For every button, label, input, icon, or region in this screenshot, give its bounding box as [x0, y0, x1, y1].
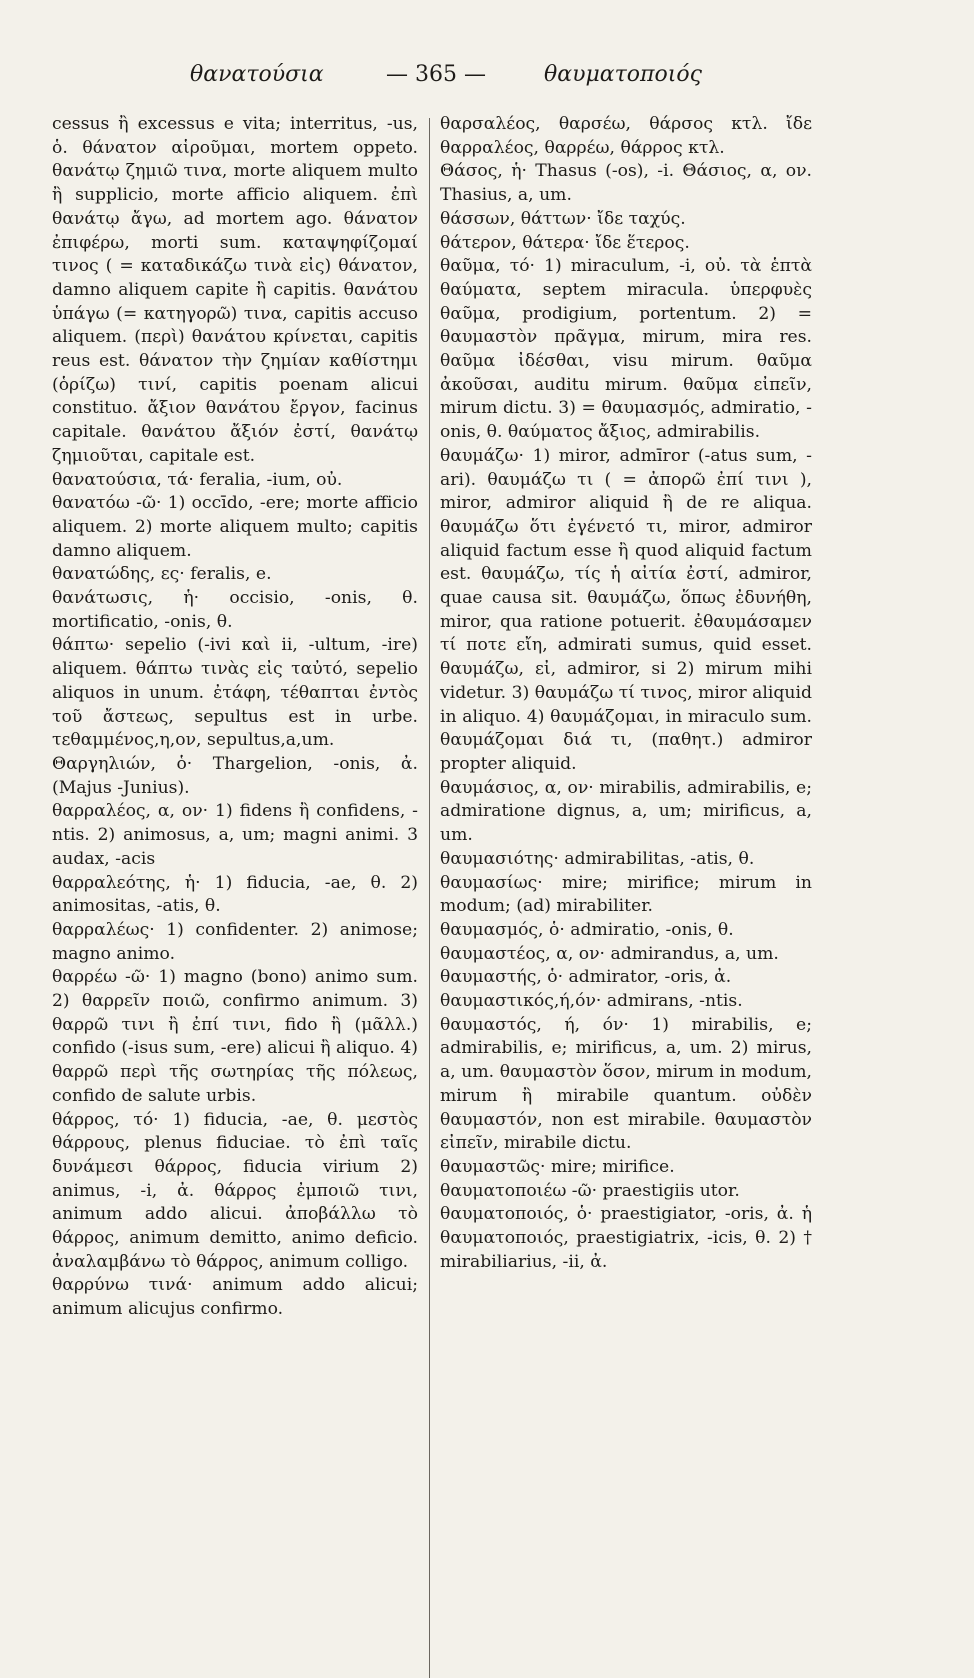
dictionary-entry: θαῦμα, τό· 1) miraculum, -i, οὐ. τὰ ἑπτὰ θαύματα, septem miracula. ὑπερφυὲς θαῦμα, prodigium, portentum. 2) = θαυμαστὸν πρᾶγμα, mirum, mira res. θαῦμα ἰδέσθαι, visu mirum. θαῦμα ἀκοῦσαι, auditu mirum. θαῦμα εἰπεῖν, mirum dictu. 3) = θαυμασμός, admiratio, -onis, θ. θαύματος ἄξιος, admirabilis. — [440, 256, 812, 443]
dictionary-entry: θανάτωσις, ἡ· occisio, -onis, θ. mortificatio, -onis, θ. — [52, 588, 418, 632]
right-running-head: θαυματοποιός — [544, 62, 702, 87]
dictionary-entry: θάρρος, τό· 1) fiducia, -ae, θ. μεστὸς θάρρους, plenus fiduciae. τὸ ἐπὶ ταῖς δυνάμεσι θάρρος, fiducia virium 2) animus, -i, ἀ. θάρρος ἐμποιῶ τινι, animum addo alicui. ἀποβάλλω τὸ θάρρος, animum demitto, animo deficio. ἀναλαμβάνω τὸ θάρρος, animum colligo. — [52, 1109, 418, 1272]
dictionary-entry: θαυμαστῶς· mire; mirifice. — [440, 1156, 675, 1177]
dictionary-entry: θαρραλέως· 1) confidenter. 2) animose; magno animo. — [52, 919, 418, 964]
dictionary-entry: θαυμαστέος, α, ον· admirandus, a, um. — [440, 943, 779, 964]
dictionary-entry: θαυματοποιέω -ῶ· praestigiis utor. — [440, 1180, 740, 1201]
dictionary-entry: cessus ἢ excessus e vita; interritus, -us, ὁ. θάνατον αἱροῦμαι, mortem oppeto. θανάτῳ ζημιῶ τινα, morte aliquem multo ἢ supplicio, morte afficio aliquem. ἐπὶ θανάτῳ ἄγω, ad mortem ago. θάνατον ἐπιφέρω, morti sum. καταψηφίζομαί τινος ( = καταδικάζω τινὰ εἰς) θάνατον, damno aliquem capite ἢ capitis. θανάτου ὑπάγω (= κατηγορῶ) τινα, capitis accuso aliquem. (περὶ) θανάτου κρίνεται, capitis reus est. θάνατον τὴν ζημίαν καθίστημι (ὁρίζω) τινί, capitis poenam alicui constituo. ἄξιον θανάτου ἔργον, facinus capitale. θανάτου ἄξιόν ἐστί, θανάτῳ ζημιοῦται, capitale est. — [52, 114, 418, 466]
dictionary-entry: θαρρέω -ῶ· 1) magno (bono) animo sum. 2) θαρρεῖν ποιῶ, confirmo animum. 3) θαρρῶ τινι ἢ ἐπί τινι, fido ἢ (μᾶλλ.) confido (-isus sum, -ere) alicui ἢ aliquo. 4) θαρρῶ περὶ τῆς σωτηρίας τῆς πόλεως, confido de salute urbis. — [52, 967, 418, 1106]
dictionary-entry: θανατόω -ῶ· 1) occīdo, -ere; morte afficio aliquem. 2) morte aliquem multo; capitis damno aliquem. — [52, 493, 418, 561]
dictionary-entry: Θάσος, ἡ· Thasus (-os), -i. Θάσιος, α, ον. Thasius, a, um. — [440, 161, 812, 206]
dictionary-entry: θάσσων, θάττων· ἴδε ταχύς. — [440, 208, 686, 229]
dictionary-entry: θαρρύνω τινά· animum addo alicui; animum alicujus confirmo. — [52, 1275, 418, 1320]
dictionary-entry: θαυμάσιος, α, ον· mirabilis, admirabilis, e; admiratione dignus, a, um; mirificus, a, um. — [440, 777, 812, 846]
dictionary-entry: θαυμαστός, ή, όν· 1) mirabilis, e; admirabilis, e; mirificus, a, um. 2) mirus, a, um. θαυμαστὸν ὅσον, mirum in modum, mirum ἢ mirabile quantum. οὐδὲν θαυμαστόν, non est mirabile. θαυμαστὸν εἰπεῖν, mirabile dictu. — [440, 1014, 812, 1154]
dictionary-entry: θαυμασμός, ὁ· admiratio, -onis, θ. — [440, 919, 734, 940]
running-header — [190, 62, 750, 98]
column-divider — [429, 118, 430, 1678]
dictionary-entry: θάπτω· sepelio (-ivi καὶ ii, -ultum, -ire) aliquem. θάπτω τινὰς εἰς ταὐτό, sepelio aliquos in unum. ἐτάφη, τέθαπται ἐντὸς τοῦ ἄστεως, sepultus est in urbe. τεθαμμένος,η,ον, sepultus,a,um. — [52, 635, 418, 751]
left-running-head: θανατούσια — [190, 62, 324, 87]
dictionary-entry: θαυμαστικός,ή,όν· admirans, -ntis. — [440, 991, 743, 1012]
right-column — [440, 113, 812, 1274]
dictionary-entry: θαρραλέος, α, ον· 1) fidens ἢ confidens, -ntis. 2) animosus, a, um; magni animi. 3 audax, -acis — [52, 801, 418, 869]
dictionary-entry: θαυμασιότης· admirabilitas, -atis, θ. — [440, 848, 755, 869]
dictionary-entry: θαυμασίως· mire; mirifice; mirum in modum; (ad) mirabiliter. — [440, 872, 812, 917]
dictionary-entry: θαυμαστής, ὁ· admirator, -oris, ἀ. — [440, 967, 732, 988]
dictionary-entry: θαυματοποιός, ὁ· praestigiator, -oris, ἀ. ἡ θαυματοποιός, praestigiatrix, -icis, θ. 2) † mirabiliarius, -ii, ἀ. — [440, 1204, 812, 1272]
dictionary-entry: θαρραλεότης, ἡ· 1) fiducia, -ae, θ. 2) animositas, -atis, θ. — [52, 872, 418, 917]
dictionary-entry: θάτερον, θάτερα· ἴδε ἕτερος. — [440, 232, 690, 253]
dictionary-entry: Θαργηλιών, ὁ· Thargelion, -onis, ἀ. (Majus -Junius). — [52, 753, 418, 798]
dictionary-entry: θαρσαλέος, θαρσέω, θάρσος κτλ. ἴδε θαρραλέος, θαρρέω, θάρρος κτλ. — [440, 114, 812, 158]
dictionary-entry: θανατούσια, τά· feralia, -ium, οὐ. — [52, 469, 343, 490]
page-number: — 365 — — [386, 62, 486, 87]
dictionary-entry: θαυμάζω· 1) miror, admīror (-atus sum, -ari). θαυμάζω τι ( = ἀπορῶ ἐπί τινι ), miror, admiror aliquid ἢ de re aliqua. θαυμάζω ὅτι ἐγένετό τι, miror, admiror aliquid factum esse ἢ quod aliquid factum est. θαυμάζω, τίς ἡ αἰτία ἐστί, admiror, quae causa sit. θαυμάζω, ὅπως ἐδυνήθη, miror, qua ratione potuerit. ἐθαυμάσαμεν τί ποτε εἴη, admirati sumus, quid esset. θαυμάζω, εἰ, admiror, si 2) mirum mihi videtur. 3) θαυμάζω τί τινος, miror aliquid in aliquo. 4) θαυμάζομαι, in miraculo sum. θαυμάζομαι διά τι, (παθητ.) admiror propter aliquid. — [440, 445, 812, 774]
dictionary-entry: θανατώδης, ες· feralis, e. — [52, 564, 272, 585]
left-column — [52, 113, 418, 1322]
